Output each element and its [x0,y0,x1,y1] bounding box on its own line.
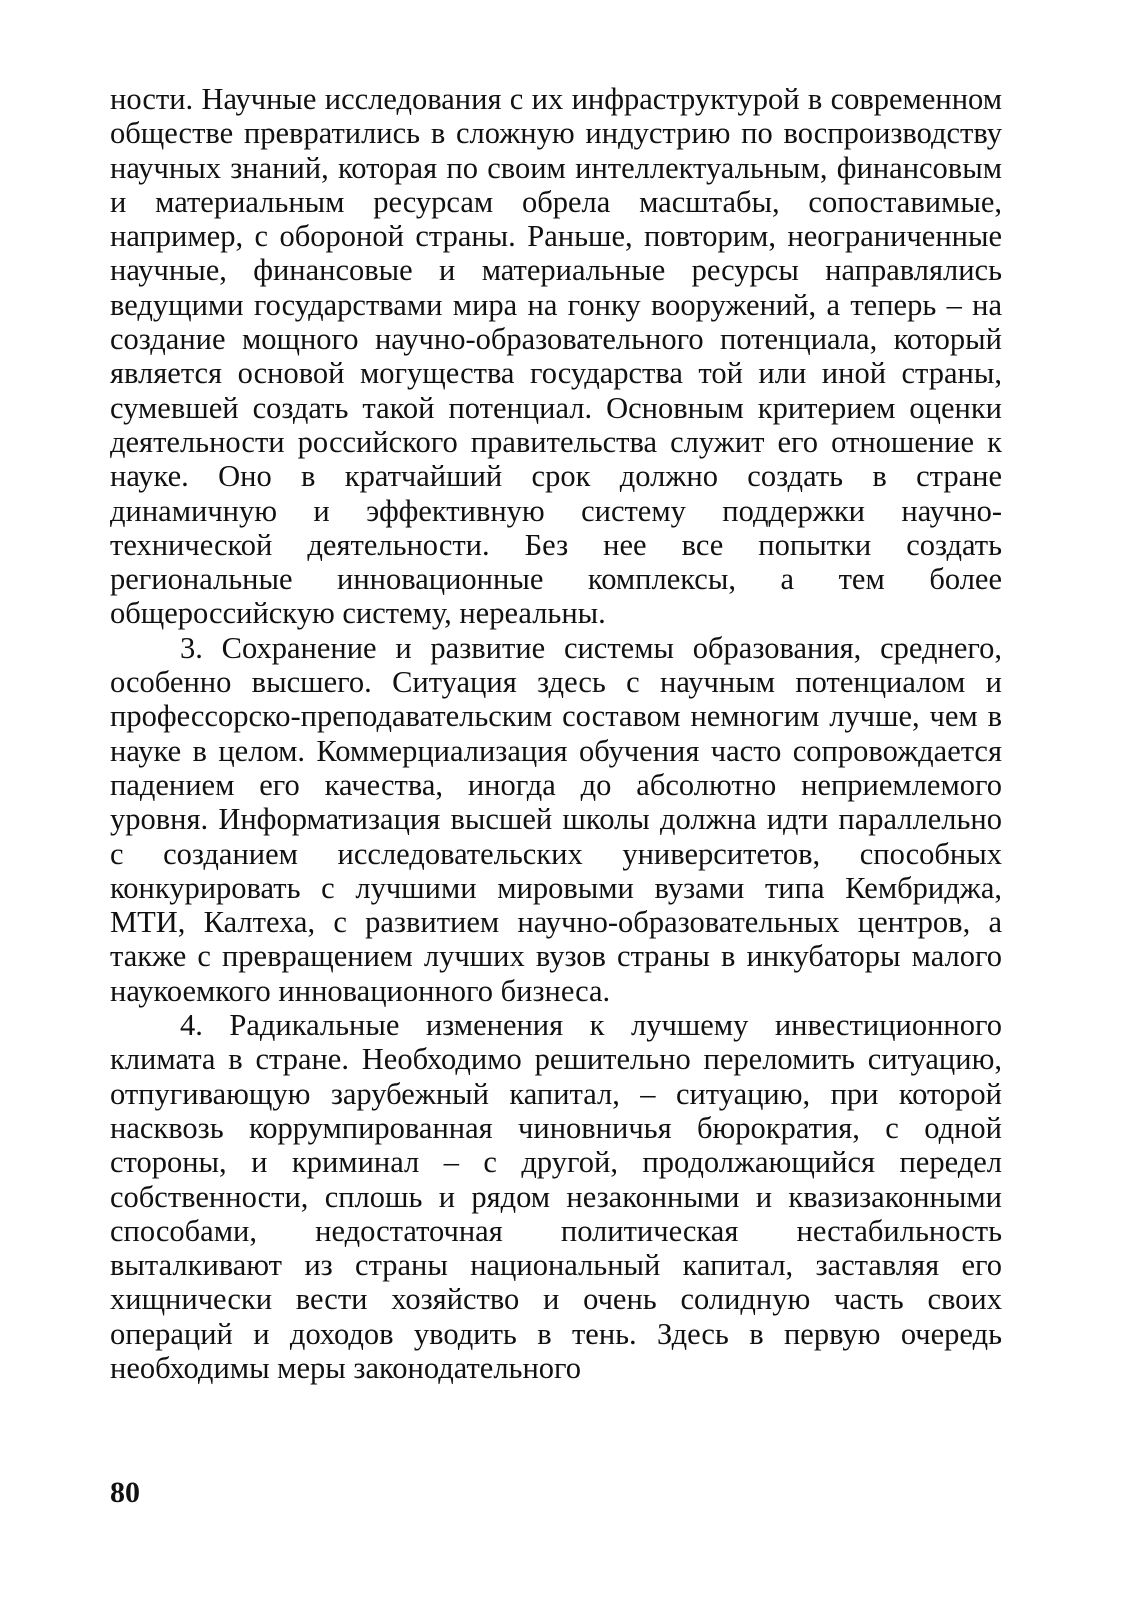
paragraph-item-3: 3. Сохранение и развитие системы образования, среднего, особенно высшего. Ситуация здесь с научным потенциалом и профессорско-преподавательским составом немногим лучше, чем в науке в целом. Коммерциализация обучения часто сопровождается падением его качества, иногда до абсолютно неприемлемого уровня. Информатизация высшей школы должна идти параллельно с созданием исследовательских университетов, способных конкурировать с лучшими мировыми вузами типа Кембриджа, МТИ, Калтеха, с развитием научно-образовательных центров, а также с превращением лучших вузов страны в инкубаторы малого наукоемкого инновационного бизнеса. [110,630,1002,1008]
paragraph-item-4: 4. Радикальные изменения к лучшему инвестиционного климата в стране. Необходимо решительно переломить ситуацию, отпугивающую зарубежный капитал, – ситуацию, при которой насквозь коррумпированная чиновничья бюрократия, с одной стороны, и криминал – с другой, продолжающийся передел собственности, сплошь и рядом незаконными и квазизаконными способами, недостаточная политическая нестабильность выталкивают из страны национальный капитал, заставляя его хищнически вести хозяйство и очень солидную часть своих операций и доходов уводить в тень. Здесь в первую очередь необходимы меры законодательного [110,1008,1002,1385]
paragraph-continuation: ности. Научные исследования с их инфраструктурой в современном обществе превратились в сложную индустрию по воспроизводству научных знаний, которая по своим интеллектуальным, финансовым и материальным ресурсам обрела масштабы, сопоставимые, например, с обороной страны. Раньше, повторим, неограниченные научные, финансовые и материальные ресурсы направлялись ведущими государствами мира на гонку вооружений, а теперь – на создание мощного научно-образовательного потенциала, который является основой могущества государства той или иной страны, сумевшей создать такой потенциал. Основным критерием оценки деятельности российского правительства служит его отношение к науке. Оно в кратчайший срок должно создать в стране динамичную и эффективную систему поддержки научно-технической деятельности. Без нее все попытки создать региональные инновационные комплексы, а тем более общероссийскую систему, нереальны. [110,82,1002,631]
page-number: 80 [110,1476,140,1509]
page-body [110,82,1002,1385]
